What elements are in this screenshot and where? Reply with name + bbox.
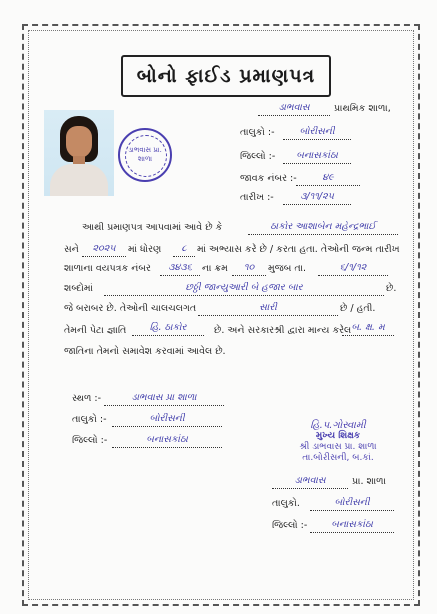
footer-taluka-value: બોરીસની	[112, 413, 222, 427]
signature-school: શ્રી ડાભવાસ પ્રા. શાળા	[299, 442, 377, 452]
body-line4-b: છે.	[386, 283, 397, 294]
footer-right-taluka-label: તાલુકો.	[272, 498, 300, 509]
footer-right-taluka-value: બોરીસની	[310, 497, 394, 511]
sub-caste: હિ. ઠાકોર	[132, 322, 204, 336]
body-line7: જાતિના તેમનો સમાવેશ કરવામાં આવેલ છે.	[64, 346, 226, 357]
body-line2-b: માં ધોરણ	[128, 244, 162, 255]
signature-role: મુખ્ય શિક્ષક	[315, 431, 361, 441]
district-value: બનાસકાંઠા	[283, 150, 351, 164]
register-number: ૩૪૩૬	[160, 262, 200, 276]
signature-handwriting: હિ.પ.ગોસ્વામી	[310, 420, 366, 431]
body-line2-c: માં અભ્યાસ કરે છે / કરતા હતા. તેઓની જન્મ તારીખ	[197, 244, 400, 255]
date-value: ૩/૧૧/૨૫	[283, 191, 351, 205]
conduct-value: સારી	[198, 302, 338, 316]
body-line5-a: જે બરાબર છે. તેઓની ચાલચલગત	[64, 303, 197, 314]
place-value: ડાભવાસ પ્રા શાળા	[104, 392, 224, 406]
taluka-value: બોરીસની	[283, 126, 351, 140]
place-label: સ્થળ :-	[72, 393, 102, 404]
birth-date-words: છઠ્ઠી જાન્યુઆરી બે હજાર બાર	[104, 282, 384, 296]
footer-taluka-label: તાલુકો :-	[72, 414, 107, 425]
signature-place: તા.બોરીસની, બ.કાં.	[302, 453, 374, 463]
body-line3-c: મુજબ તા.	[268, 263, 306, 274]
year-value: ૨૦૨૫	[82, 243, 126, 257]
body-line6-a: તેમની પેટા જ્ઞાતિ	[64, 325, 127, 336]
body-line3-b: ના ક્રમ	[202, 263, 228, 274]
seal-text: ડાભવાસ પ્રા. શાળા	[128, 146, 162, 163]
student-name: ઠાકોર આશાબેન મહેન્દ્રભાઈ	[248, 221, 398, 235]
category-value: બ. ક્ષ. મ	[342, 322, 394, 336]
date-label: તારીખ :-	[240, 192, 274, 203]
birth-date: ૬/૧/૧૨	[318, 262, 388, 276]
body-line6-b: છે. અને સરકારશ્રી દ્વારા માન્ય કરેલ	[214, 325, 352, 336]
body-line4-a: શબ્દોમાં	[64, 283, 93, 294]
outward-number-label: જાવક નંબર :-	[240, 173, 297, 184]
school-seal	[118, 128, 172, 182]
serial-number: ૧૦	[232, 262, 266, 276]
student-photo	[44, 110, 114, 196]
footer-right-district-label: જિલ્લો :-	[272, 520, 308, 531]
body-line2-a: સને	[64, 244, 79, 255]
outward-number-value: ૪૯	[296, 172, 360, 186]
taluka-label: તાલુકો :-	[240, 127, 275, 138]
footer-school-suffix: પ્રા. શાળા	[352, 476, 386, 487]
district-label: જિલ્લો :-	[240, 151, 276, 162]
standard-value: ૮	[173, 243, 195, 257]
footer-district-label: જિલ્લો :-	[72, 435, 108, 446]
body-line3-a: શાળાના વયપત્રક નંબર	[64, 263, 151, 274]
school-suffix: પ્રાથમિક શાળા,	[334, 103, 391, 114]
body-line5-b: છે / હતી.	[340, 303, 376, 314]
footer-school-value: ડાભવાસ	[272, 475, 348, 489]
body-line1-prefix: આથી પ્રમાણપત્ર આપવામાં આવે છે કે	[82, 222, 223, 233]
school-name-value: ડાભવાસ	[258, 102, 330, 116]
certificate-title: બોનો ફાઈડ પ્રમાણપત્ર	[121, 55, 331, 97]
footer-right-district-value: બનાસકાંઠા	[310, 519, 394, 533]
footer-district-value: બનાસકાંઠા	[112, 434, 222, 448]
head-teacher-signature	[288, 420, 388, 464]
